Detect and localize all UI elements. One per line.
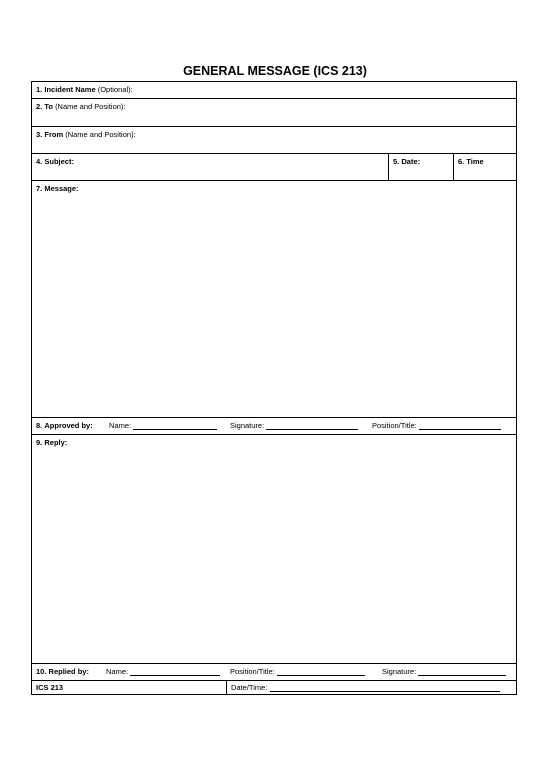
datetime-line[interactable]: [270, 683, 500, 692]
form-id-cell: [32, 681, 226, 694]
datetime-field[interactable]: [231, 683, 500, 692]
form-id-label: ICS 213: [36, 683, 64, 692]
approved-row: [32, 418, 516, 435]
to-label: 2. To (Name and Position):: [36, 102, 126, 111]
replied-row: [32, 664, 516, 681]
time-cell[interactable]: [453, 154, 516, 180]
approved-position-label: Position/Title:: [372, 421, 417, 430]
replied-position-field[interactable]: [230, 667, 365, 676]
approved-position-field[interactable]: [372, 421, 501, 430]
reply-label: 9. Reply:: [36, 438, 68, 447]
datetime-cell: [226, 681, 516, 694]
replied-position-label: Position/Title:: [230, 667, 275, 676]
approved-signature-label: Signature:: [230, 421, 265, 430]
replied-label: 10. Replied by:: [36, 667, 89, 676]
approved-signature-line[interactable]: [266, 421, 358, 430]
form-title: GENERAL MESSAGE (ICS 213): [183, 64, 367, 78]
from-label: 3. From (Name and Position):: [36, 130, 136, 139]
replied-signature-label: Signature:: [382, 667, 417, 676]
time-label: 6. Time: [458, 157, 484, 166]
approved-position-line[interactable]: [419, 421, 501, 430]
replied-name-field[interactable]: [106, 667, 220, 676]
approved-signature-field[interactable]: [230, 421, 358, 430]
replied-signature-field[interactable]: [382, 667, 506, 676]
approved-name-field[interactable]: [109, 421, 217, 430]
approved-name-line[interactable]: [133, 421, 217, 430]
date-cell[interactable]: [388, 154, 453, 180]
subject-label: 4. Subject:: [36, 157, 74, 166]
replied-position-line[interactable]: [277, 667, 365, 676]
footer-row: [32, 681, 516, 694]
subject-cell[interactable]: [32, 154, 388, 180]
datetime-label: Date/Time:: [231, 683, 268, 692]
from-row[interactable]: [32, 127, 516, 154]
replied-signature-line[interactable]: [418, 667, 506, 676]
incident-name-label: 1. Incident Name (Optional):: [36, 85, 133, 94]
approved-name-label: Name:: [109, 421, 132, 430]
message-row[interactable]: [32, 181, 516, 418]
message-label: 7. Message:: [36, 184, 79, 193]
approved-label: 8. Approved by:: [36, 421, 93, 430]
subject-row: [32, 154, 516, 181]
reply-row[interactable]: [32, 435, 516, 664]
replied-name-label: Name:: [106, 667, 129, 676]
replied-name-line[interactable]: [130, 667, 220, 676]
ics-213-form: [31, 81, 517, 695]
to-row[interactable]: [32, 99, 516, 127]
incident-name-row[interactable]: [32, 82, 516, 99]
date-label: 5. Date:: [393, 157, 421, 166]
